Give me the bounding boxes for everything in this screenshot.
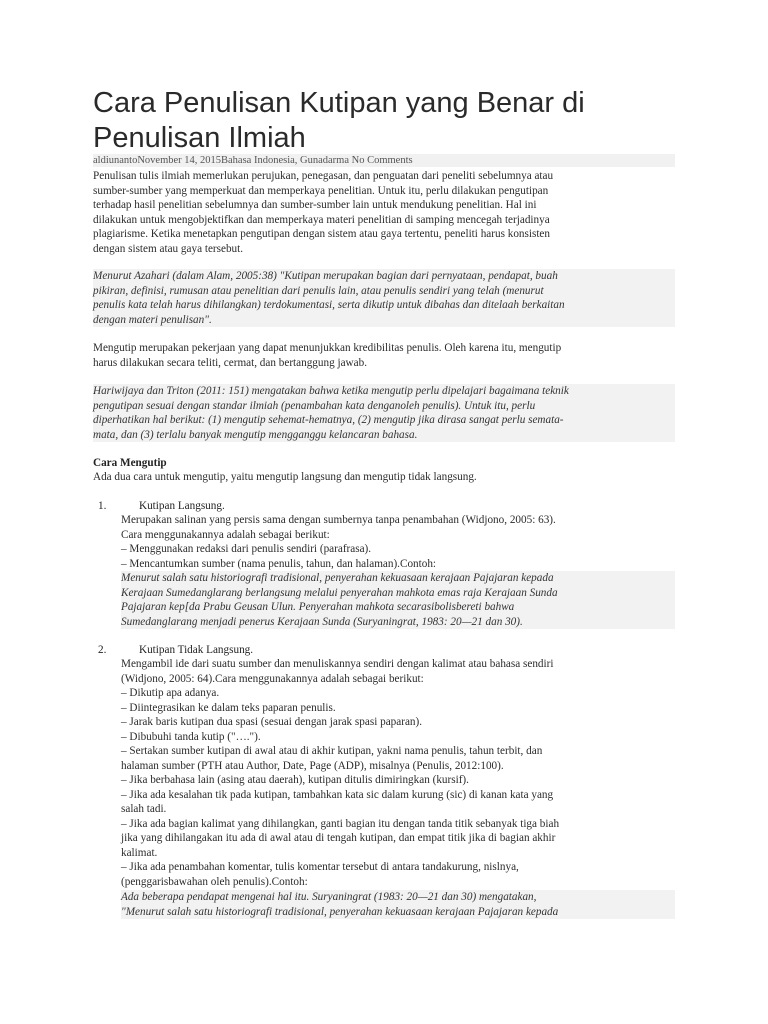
quote-line: Menurut salah satu historiografi tradisional, penyerahan kekuasaan kerajaan Pajajaran kepada bbox=[121, 572, 554, 584]
text-line: – Jika ada bagian kalimat yang dihilangkan, ganti bagian itu dengan tanda titik sebanyak tiga biah bbox=[121, 817, 560, 830]
list-item-body bbox=[121, 657, 675, 889]
quote-azahari bbox=[93, 269, 675, 327]
quote-line: Kerajaan Sumedanglarang berlangsung melalui penyerahan mahkota emas raja Kerajaan Sunda bbox=[121, 586, 558, 599]
text-line: sumber-sumber yang memperkuat dan memperkaya penelitian. Untuk itu, perlu dilakukan pengutipan bbox=[93, 184, 549, 197]
intro-paragraph bbox=[93, 169, 675, 256]
text-line: harus dilakukan secara teliti, cermat, dan bertanggung jawab. bbox=[93, 356, 367, 369]
text-line: – Jika berbahasa lain (asing atau daerah), kutipan ditulis dimiringkan (kursif). bbox=[121, 774, 469, 786]
quote-line: "Menurut salah satu historiografi tradisional, penyerahan kekuasaan kerajaan Pajajaran kepada bbox=[121, 905, 559, 918]
text-line: – Menggunakan redaksi dari penulis sendiri (parafrasa). bbox=[121, 543, 372, 555]
text-line: (penggarisbawahan oleh penulis).Contoh: bbox=[121, 875, 308, 888]
text-line: – Dibubuhi tanda kutip ("…."). bbox=[121, 730, 261, 743]
text-line: Mengutip merupakan pekerjaan yang dapat menunjukkan kredibilitas penulis. Oleh karena itu, mengutip bbox=[93, 342, 562, 354]
text-line: dilakukan untuk mengobjektifkan dan memperkaya materi penelitian di samping mencegah terjadinya bbox=[93, 213, 550, 226]
quote-line: Pajajaran kep[da Prabu Geusan Ulun. Penyerahan mahkota secarasibolisbereti bahwa bbox=[121, 601, 515, 613]
list-item-body bbox=[121, 513, 675, 571]
quote-line: pikiran, definisi, rumusan atau penelitian dari penulis lain, atau penulis sendiri yang telah (menurut bbox=[93, 284, 544, 297]
text-line: (Widjono, 2005: 64).Cara menggunakannya adalah sebagai berikut: bbox=[121, 672, 424, 685]
section-heading: Cara Mengutip bbox=[93, 457, 167, 469]
text-line: Merupakan salinan yang persis sama dengan sumbernya tanpa penambahan (Widjono, 2005: 63). bbox=[121, 514, 556, 526]
quote-line: Menurut Azahari (dalam Alam, 2005:38) "Kutipan merupakan bagian dari pernyataan, pendapat, buah bbox=[93, 270, 558, 282]
example-quote bbox=[121, 890, 675, 919]
list-item-title: Kutipan Langsung. bbox=[139, 500, 225, 512]
text-line: kalimat. bbox=[121, 846, 158, 859]
text-line: – Jika ada penambahan komentar, tulis komentar tersebut di antara tandakurung, nislnya, bbox=[121, 861, 519, 873]
text-line: Cara menggunakannya adalah sebagai berikut: bbox=[121, 528, 330, 541]
text-line: – Diintegrasikan ke dalam teks paparan penulis. bbox=[121, 701, 336, 714]
text-line: – Jika ada kesalahan tik pada kutipan, tambahkan kata sic dalam kurung (sic) di kanan kata yang bbox=[121, 788, 554, 801]
page-title bbox=[93, 86, 693, 156]
text-line: – Dikutip apa adanya. bbox=[121, 687, 220, 699]
text-line: plagiarisme. Ketika menetapkan pengutipan dengan sistem atau gaya tertentu, peneliti harus konsisten bbox=[93, 228, 550, 240]
quote-line: Hariwijaya dan Triton (2011: 151) mengatakan bahwa ketika mengutip perlu dipelajari bagaimana teknik bbox=[93, 385, 569, 397]
quote-line: penulis kata telah harus dihilangkan) terdokumentasi, serta dikutip untuk dibahas dan ditelaah berkaitan bbox=[93, 299, 565, 311]
title-line-1: Cara Penulisan Kutipan yang Benar di bbox=[93, 87, 585, 119]
paragraph-mengutip bbox=[93, 341, 675, 370]
title-line-2: Penulisan Ilmiah bbox=[93, 122, 306, 154]
text-line: dengan sistem atau gaya tersebut. bbox=[93, 242, 244, 255]
section-intro bbox=[93, 470, 675, 485]
text-line: terhadap hasil penelitian sebelumnya dan sumber-sumber lain untuk mendukung penelitian. Hal ini bbox=[93, 199, 537, 211]
text-line: – Mencantumkan sumber (nama penulis, tahun, dan halaman).Contoh: bbox=[121, 557, 437, 570]
quote-line: Ada beberapa pendapat mengenai hal itu. Suryaningrat (1983: 20—21 dan 30) mengatakan, bbox=[121, 891, 537, 903]
post-meta: aldiunantoNovember 14, 2015Bahasa Indonesia, Gunadarma No Comments bbox=[93, 154, 675, 167]
text-line: – Jarak baris kutipan dua spasi (sesuai dengan jarak spasi paparan). bbox=[121, 716, 423, 728]
text-line: – Sertakan sumber kutipan di awal atau di akhir kutipan, yakni nama penulis, tahun terbit, dan bbox=[121, 745, 543, 757]
quote-hariwijaya bbox=[93, 384, 675, 442]
text-line: Mengambil ide dari suatu sumber dan menuliskannya sendiri dengan kalimat atau bahasa sendiri bbox=[121, 658, 554, 670]
text-line: Ada dua cara untuk mengutip, yaitu mengutip langsung dan mengutip tidak langsung. bbox=[93, 471, 477, 483]
quote-line: diperhatikan hal berikut: (1) mengutip sehemat-hematnya, (2) mengutip jika dirasa sangat perlu semata- bbox=[93, 414, 564, 426]
quote-line: mata, dan (3) terlalu banyak mengutip mengganggu kelancaran bahasa. bbox=[93, 428, 418, 441]
example-quote bbox=[121, 571, 675, 629]
text-line: salah tadi. bbox=[121, 803, 167, 815]
list-number: 1. bbox=[98, 500, 107, 512]
text-line: halaman sumber (PTH atau Author, Date, Page (ADP), misalnya (Penulis, 2012:100). bbox=[121, 759, 504, 772]
quote-line: pengutipan sesuai dengan standar ilmiah (penambahan kata denganoleh penulis). Untuk itu, perlu bbox=[93, 399, 536, 412]
text-line: jika yang dihilangakan itu ada di awal atau di tengah kutipan, dan empat titik jika di bagian akhir bbox=[121, 832, 556, 844]
list-number: 2. bbox=[98, 644, 107, 656]
list-item-title: Kutipan Tidak Langsung. bbox=[139, 644, 254, 656]
quote-line: dengan materi penulisan". bbox=[93, 313, 212, 326]
text-line: Penulisan tulis ilmiah memerlukan perujukan, penegasan, dan penguatan dari peneliti sebelumnya atau bbox=[93, 170, 554, 182]
quote-line: Sumedanglarang menjadi penerus Kerajaan Sunda (Suryaningrat, 1983: 20—21 dan 30). bbox=[121, 615, 523, 628]
